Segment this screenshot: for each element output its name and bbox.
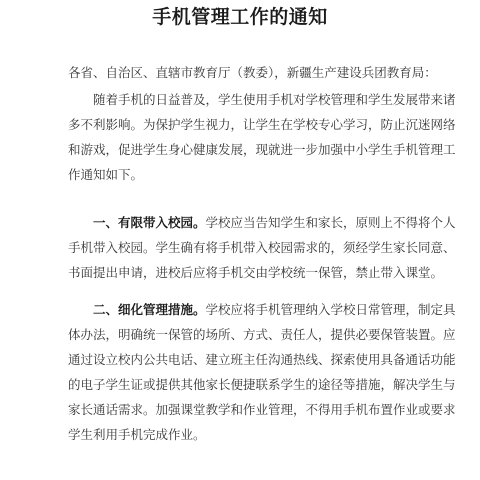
section-paragraph-1: [68, 210, 456, 285]
section-line: 书面提出申请，进校后应将手机交由学校统一保管，禁止带入课堂。: [68, 265, 444, 280]
document-title: 手机管理工作的通知: [152, 6, 328, 28]
intro-line: 随着手机的日益普及，学生使用手机对学校管理和学生发展带来诸: [93, 92, 456, 107]
section-line: 的电子学生证或提供其他家长便捷联系学生的途径等措施，解决学生与: [68, 377, 456, 392]
section-text: 学校应当告知学生和家长，原则上不得将个人: [205, 215, 456, 230]
intro-paragraph: [68, 87, 456, 187]
section-paragraph-2: [68, 297, 456, 447]
section-text: 学校应将手机管理纳入学校日常管理，制定具: [205, 302, 456, 317]
section-line: 体办法，明确统一保管的场所、方式、责任人，提供必要保管装置。应: [68, 327, 456, 342]
intro-line: 和游戏，促进学生身心健康发展，现就进一步加强中小学生手机管理工: [68, 142, 456, 157]
section-first-line: [68, 210, 456, 235]
intro-line: 多不利影响。为保护学生视力，让学生在学校专心学习，防止沉迷网络: [68, 117, 456, 132]
section-first-line: [68, 297, 456, 322]
intro-line: 作通知如下。: [68, 167, 144, 182]
section-line: 家长通话需求。加强课堂教学和作业管理，不得用手机布置作业或要求: [68, 402, 456, 417]
salutation: 各省、自治区、直辖市教育厅（教委），新疆生产建设兵团教育局：: [68, 65, 437, 80]
section-heading: 一、有限带入校园。: [93, 215, 206, 230]
section-line: 学生利用手机完成作业。: [68, 427, 206, 442]
section-line: 手机带入校园。学生确有将手机带入校园需求的，须经学生家长同意、: [68, 240, 456, 255]
section-heading: 二、细化管理措施。: [93, 302, 206, 317]
section-line: 通过设立校内公共电话、建立班主任沟通热线、探索使用具备通话功能: [68, 352, 456, 367]
